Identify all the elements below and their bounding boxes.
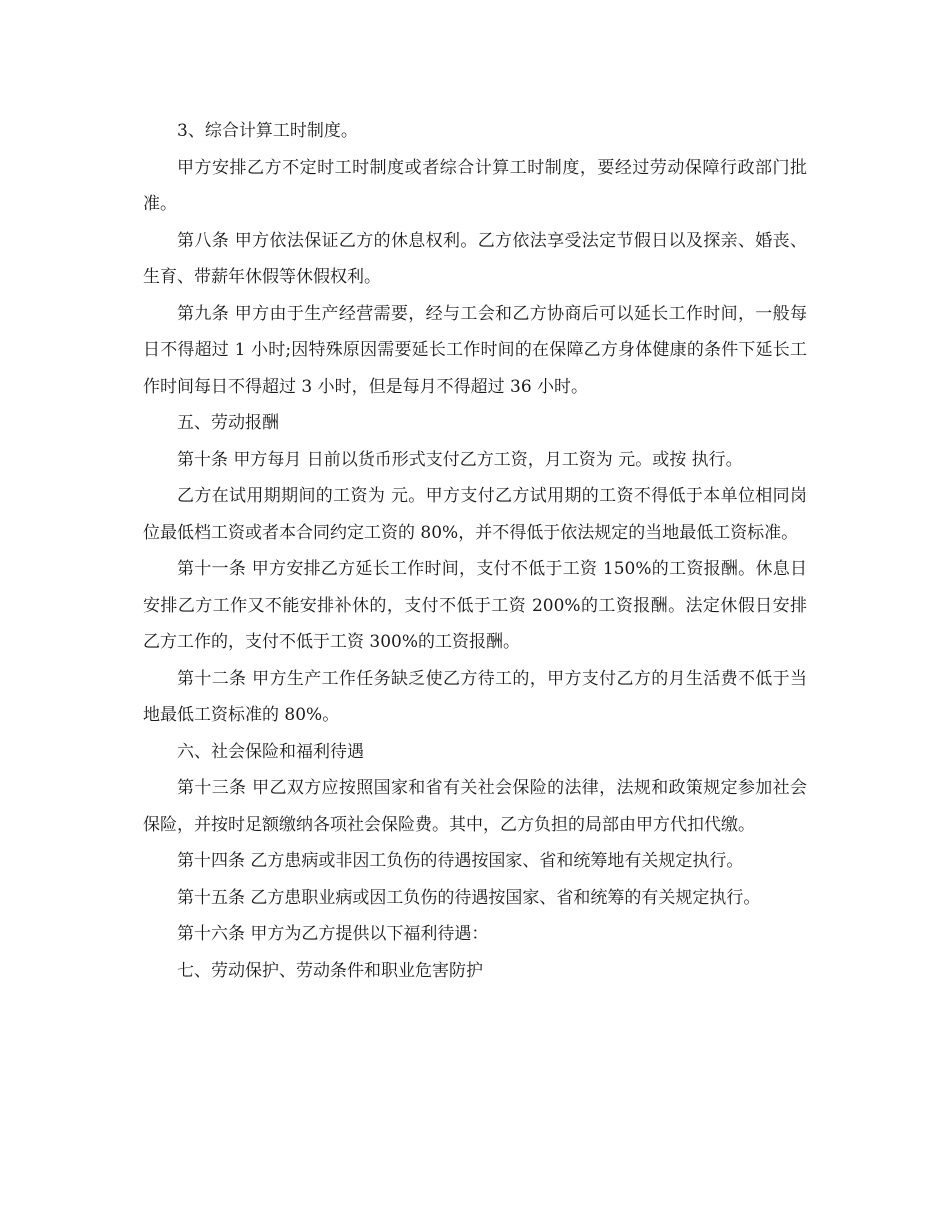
section-heading: 七、劳动保护、劳动条件和职业危害防护 <box>177 960 483 981</box>
section-heading: 五、劳动报酬 <box>177 413 279 433</box>
paragraph-item: 乙方在试用期期间的工资为 元。甲方支付乙方试用期的工资不得低于本单位相同岗位最低档工资或者本合同约定工资的 80%，并不得低于依法规定的当地最低工资标准。 <box>143 486 807 543</box>
paragraph-item: 第十六条 甲方为乙方提供以下福利待遇： <box>177 924 489 944</box>
paragraph-item: 第十二条 甲方生产工作任务缺乏使乙方待工的，甲方支付乙方的月生活费不低于当地最低工资标准的 80%。 <box>143 668 807 725</box>
paragraph-item: 第十一条 甲方安排乙方延长工作时间，支付不低于工资 150%的工资报酬。休息日安排乙方工作又不能安排补休的，支付不低于工资 200%的工资报酬。法定休假日安排乙方工作的，支付不低于工资 300%的工资报酬。 <box>143 559 807 652</box>
paragraph-item: 第十五条 乙方患职业病或因工负伤的待遇按国家、省和统筹的有关规定执行。 <box>177 887 761 908</box>
document-body <box>143 113 807 989</box>
paragraph-item: 第十三条 甲乙双方应按照国家和省有关社会保险的法律，法规和政策规定参加社会保险，并按时足额缴纳各项社会保险费。其中，乙方负担的局部由甲方代扣代缴。 <box>143 778 807 835</box>
paragraph-item: 3、综合计算工时制度。 <box>177 121 358 141</box>
paragraph-item: 第九条 甲方由于生产经营需要，经与工会和乙方协商后可以延长工作时间，一般每日不得超过 1 小时;因特殊原因需要延长工作时间的在保障乙方身体健康的条件下延长工作时间每日不得超过 3 小时，但是每月不得超过 36 小时。 <box>143 303 807 397</box>
paragraph-item: 第十四条 乙方患病或非因工负伤的待遇按国家、省和统筹地有关规定执行。 <box>177 851 744 871</box>
paragraph-item: 甲方安排乙方不定时工时制度或者综合计算工时制度，要经过劳动保障行政部门批准。 <box>143 157 807 214</box>
paragraph-item: 第十条 甲方每月 日前以货币形式支付乙方工资，月工资为 元。或按 执行。 <box>177 449 743 470</box>
paragraph-item: 第八条 甲方依法保证乙方的休息权利。乙方依法享受法定节假日以及探亲、婚丧、生育、带薪年休假等休假权利。 <box>143 230 807 287</box>
section-heading: 六、社会保险和福利待遇 <box>177 741 364 762</box>
